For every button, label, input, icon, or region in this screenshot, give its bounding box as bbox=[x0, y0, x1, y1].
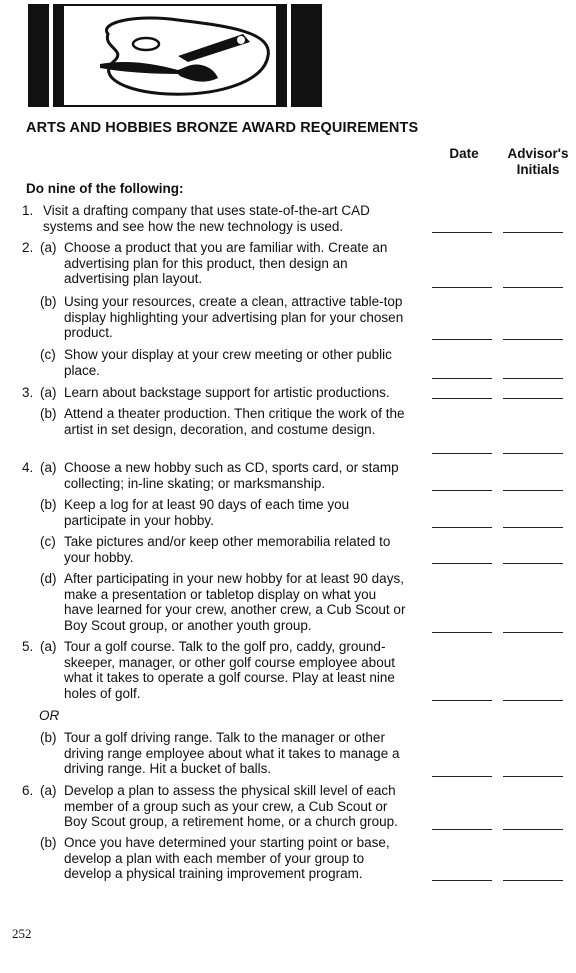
requirement-text: Develop a plan to assess the physical skill level of each member of a group such as your crew, a Cub Scout or Boy Scout group, a retirement home, or a church group. bbox=[64, 783, 398, 830]
date-column-header: Date bbox=[449, 146, 479, 161]
date-signature-line[interactable] bbox=[432, 490, 492, 491]
requirement-text: Tour a golf driving range. Talk to the manager or other driving range employee about what it takes to manage a driving range. Hit a bucket of balls. bbox=[64, 730, 400, 777]
advisor-initials-line[interactable] bbox=[503, 880, 563, 881]
requirement-number: 5. bbox=[22, 639, 34, 654]
requirement-sub-letter: (d) bbox=[40, 571, 57, 586]
advisor-initials-line[interactable] bbox=[503, 700, 563, 701]
requirement-sub-letter: (b) bbox=[40, 730, 57, 745]
requirement-text: Visit a drafting company that uses state-of-the-art CAD systems and see how the new technology is used. bbox=[43, 203, 370, 234]
requirement-text: Choose a product that you are familiar with. Create an advertising plan for this product, then design an advertising plan layout. bbox=[64, 240, 388, 287]
instructions: Do nine of the following: bbox=[26, 181, 184, 196]
page-number: 252 bbox=[12, 926, 32, 941]
requirement-sub-letter: (c) bbox=[40, 347, 56, 362]
advisor-initials-column-header bbox=[503, 146, 573, 178]
arts-hobbies-logo bbox=[28, 4, 322, 107]
date-signature-line[interactable] bbox=[432, 776, 492, 777]
requirement-text: Keep a log for at least 90 days of each time you participate in your hobby. bbox=[64, 497, 350, 528]
requirement-number: 1. bbox=[22, 203, 34, 218]
requirement-number: 4. bbox=[22, 460, 34, 475]
requirement-text: Attend a theater production. Then critique the work of the artist in set design, decoration, and costume design. bbox=[64, 406, 405, 437]
advisor-initials-line[interactable] bbox=[503, 287, 563, 288]
advisor-initials-line[interactable] bbox=[503, 232, 563, 233]
requirement-sub-letter: (a) bbox=[40, 639, 57, 654]
date-signature-line[interactable] bbox=[432, 339, 492, 340]
requirement-sub-letter: (b) bbox=[40, 835, 57, 850]
requirement-text: Once you have determined your starting point or base, develop a plan with each member of your group to develop a physical training improvement program. bbox=[64, 835, 390, 882]
requirement-text: Tour a golf course. Talk to the golf pro, caddy, ground-skeeper, manager, or other golf course employee about what it takes to operate a golf course. Play at least nine holes of golf. bbox=[64, 639, 395, 701]
date-signature-line[interactable] bbox=[432, 398, 492, 399]
or-label: OR bbox=[39, 708, 60, 723]
requirement-text: After participating in your new hobby for at least 90 days, make a presentation or tabletop display on what you have learned for your crew, another crew, a Cub Scout or Boy Scout group, or another youth group. bbox=[64, 571, 406, 633]
date-signature-line[interactable] bbox=[432, 287, 492, 288]
advisor-initials-line[interactable] bbox=[503, 339, 563, 340]
requirement-sub-letter: (b) bbox=[40, 406, 57, 421]
requirement-sub-letter: (a) bbox=[40, 783, 57, 798]
page-title: ARTS AND HOBBIES BRONZE AWARD REQUIREMENTS bbox=[26, 120, 419, 136]
requirement-sub-letter: (c) bbox=[40, 534, 56, 549]
advisor-initials-line[interactable] bbox=[503, 453, 563, 454]
advisor-initials-line[interactable] bbox=[503, 563, 563, 564]
requirement-number: 2. bbox=[22, 240, 34, 255]
date-signature-line[interactable] bbox=[432, 700, 492, 701]
advisor-initials-line[interactable] bbox=[503, 490, 563, 491]
advisor-initials-line[interactable] bbox=[503, 527, 563, 528]
date-signature-line[interactable] bbox=[432, 829, 492, 830]
date-signature-line[interactable] bbox=[432, 232, 492, 233]
advisor-header-text: Advisor's Initials bbox=[507, 146, 569, 177]
date-signature-line[interactable] bbox=[432, 527, 492, 528]
requirement-sub-letter: (a) bbox=[40, 385, 57, 400]
requirement-text: Using your resources, create a clean, attractive table-top display highlighting your advertising plan for your chosen product. bbox=[64, 294, 404, 341]
date-signature-line[interactable] bbox=[432, 632, 492, 633]
requirement-sub-letter: (a) bbox=[40, 460, 57, 475]
advisor-initials-line[interactable] bbox=[503, 378, 563, 379]
advisor-initials-line[interactable] bbox=[503, 776, 563, 777]
requirement-text: Show your display at your crew meeting or other public place. bbox=[64, 347, 392, 378]
requirement-number: 3. bbox=[22, 385, 34, 400]
date-signature-line[interactable] bbox=[432, 563, 492, 564]
date-signature-line[interactable] bbox=[432, 453, 492, 454]
date-signature-line[interactable] bbox=[432, 880, 492, 881]
advisor-initials-line[interactable] bbox=[503, 829, 563, 830]
requirement-text: Learn about backstage support for artistic productions. bbox=[64, 385, 390, 400]
requirement-text: Take pictures and/or keep other memorabilia related to your hobby. bbox=[64, 534, 391, 565]
date-signature-line[interactable] bbox=[432, 378, 492, 379]
requirement-text: Choose a new hobby such as CD, sports card, or stamp collecting; in-line skating; or marksmanship. bbox=[64, 460, 399, 491]
advisor-initials-line[interactable] bbox=[503, 632, 563, 633]
requirement-sub-letter: (a) bbox=[40, 240, 57, 255]
requirement-sub-letter: (b) bbox=[40, 497, 57, 512]
requirement-number: 6. bbox=[22, 783, 34, 798]
advisor-initials-line[interactable] bbox=[503, 398, 563, 399]
requirement-sub-letter: (b) bbox=[40, 294, 57, 309]
